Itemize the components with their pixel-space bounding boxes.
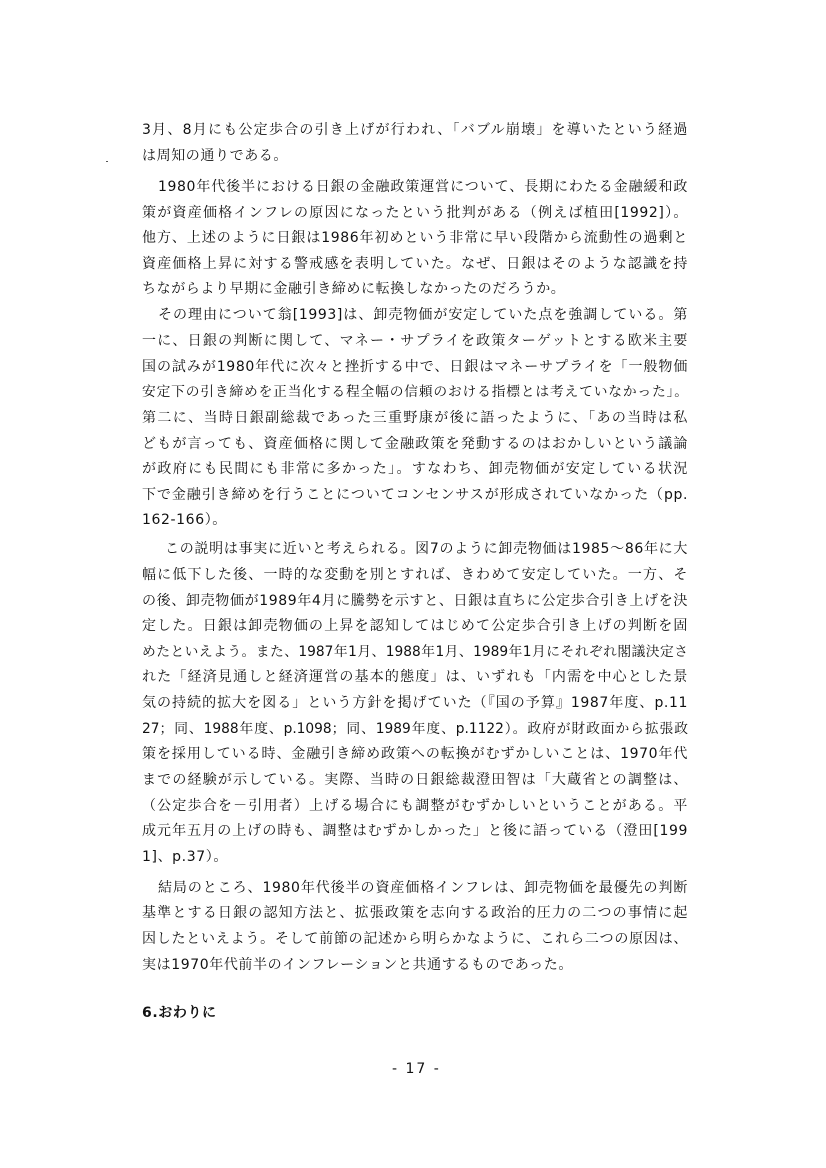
text-line: 3月、8月にも公定歩合の引き上げが行われ、「バブル崩壊」を導いたという経過 (142, 122, 688, 138)
text-line: 策が資産価格インフレの原因になったという批判がある（例えば植田[1992]）。 (142, 205, 688, 221)
text-line: 実は1970年代前半のインフレーションと共通するものであった。 (142, 957, 573, 973)
page-number: - 17 - (392, 1061, 441, 1077)
text-line: 因したといえよう。そして前節の記述から明らかなように、これら二つの原因は、 (142, 931, 688, 947)
text-line: までの経験が示している。実際、当時の日銀総裁澄田智は「大蔵省との調整は、 (142, 772, 688, 788)
text-line: の後、卸売物価が1989年4月に騰勢を示すと、日銀は直ちに公定歩合引き上げを決 (142, 593, 688, 609)
text-line: 資産価格上昇に対する警戒感を表明していた。なぜ、日銀はそのような認識を持 (142, 256, 688, 272)
text-line: その理由について翁[1993]は、卸売物価が安定していた点を強調している。第 (158, 307, 688, 323)
text-line: どもが言っても、資産価格に関して金融政策を発動するのはおかしいという議論 (142, 436, 688, 452)
text-line: 他方、上述のように日銀は1986年初めという非常に早い段階から流動性の過剰と (142, 230, 688, 246)
text-line: 安定下の引き締めを正当化する程全幅の信頼のおける指標とは考えていなかった」。 (142, 384, 688, 400)
text-line: 162-166）。 (142, 512, 227, 528)
text-line: この説明は事実に近いと考えられる。図7のように卸売物価は1985～86年に大 (165, 541, 688, 557)
text-line: 27；同、1988年度、p.1098；同、1989年度、p.1122）。政府が財政面から拡張政 (142, 721, 688, 737)
text-line: 1980年代後半における日銀の金融政策運営について、長期にわたる金融緩和政 (158, 179, 688, 195)
text-line: （公定歩合を－引用者）上げる場合にも調整がむずかしいということがある。平 (142, 798, 688, 814)
text-line: 一に、日銀の判断に関して、マネー・サプライを政策ターゲットとする欧米主要 (142, 333, 688, 349)
text-line: めたといえよう。また、1987年1月、1988年1月、1989年1月にそれぞれ閣議決定さ (142, 644, 688, 660)
scan-speck (106, 161, 108, 162)
text-line: 定した。日銀は卸売物価の上昇を認知してはじめて公定歩合引き上げの判断を固 (142, 618, 688, 634)
text-line: 幅に低下した後、一時的な変動を別とすれば、きわめて安定していた。一方、そ (142, 567, 688, 583)
text-line: が政府にも民間にも非常に多かった」。すなわち、卸売物価が安定している状況 (142, 461, 688, 477)
text-line: 基準とする日銀の認知方法と、拡張政策を志向する政治的圧力の二つの事情に起 (142, 905, 688, 921)
text-line: 下で金融引き締めを行うことについてコンセンサスが形成されていなかった（pp. (142, 487, 688, 503)
text-line: 気の持続的拡大を図る」という方針を掲げていた（『国の予算』1987年度、p.11 (142, 695, 688, 711)
text-line: 第二に、当時日銀副総裁であった三重野康が後に語ったように、「あの当時は私 (142, 410, 688, 426)
text-line: 1]、p.37）。 (142, 849, 228, 865)
text-line: 策を採用している時、金融引き締め政策への転換がむずかしいことは、1970年代 (142, 746, 688, 762)
text-line: れた「経済見通しと経済運営の基本的態度」は、いずれも「内需を中心とした景 (142, 669, 688, 685)
text-line: は周知の通りである。 (142, 148, 288, 164)
text-line: 国の試みが1980年代に次々と挫折する中で、日銀はマネーサプライを「一般物価 (142, 359, 688, 375)
section-heading: 6.おわりに (142, 1005, 217, 1021)
text-line: ちながらより早期に金融引き締めに転換しなかったのだろうか。 (142, 281, 566, 297)
text-line: 結局のところ、1980年代後半の資産価格インフレは、卸売物価を最優先の判断 (158, 880, 688, 896)
text-line: 成元年五月の上げの時も、調整はむずかしかった」と後に語っている（澄田[199 (142, 823, 688, 839)
